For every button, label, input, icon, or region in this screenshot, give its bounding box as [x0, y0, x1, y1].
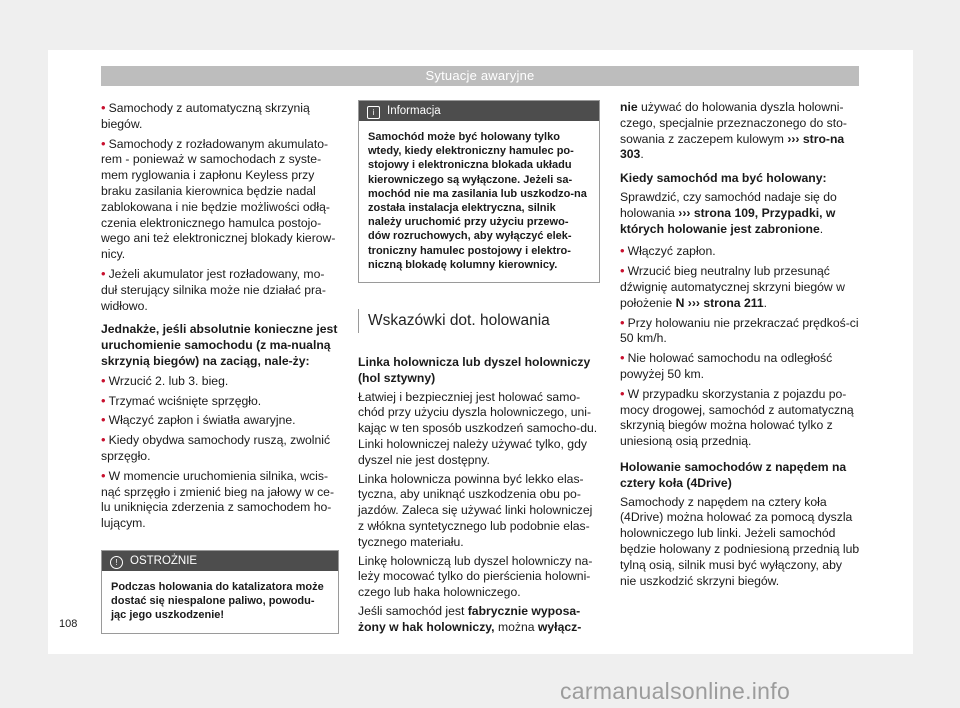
- paragraph: Linka holownicza powinna być lekko elas-tyczna, aby uniknąć uszkodzenia obu po-jazdów. Zaleca się używać linki holowniczej z włókna syntetycznego lub podobnie elas-tycznego materiału.: [358, 471, 593, 549]
- list-item: • Wrzucić bieg neutralny lub przesunąć dźwignię automatycznej skrzyni biegów w położenie N ››› strona 211.: [620, 263, 845, 310]
- page-link[interactable]: N ››› strona 211: [675, 295, 764, 310]
- paragraph: Samochody z napędem na cztery koła (4Drive) można holować za pomocą dyszla holowniczego lub linki. Jeżeli samochód będzie holowany z podniesioną przednią lub tylną osią, silnik musi być wyłączony, aby nie uszkodzić skrzyni biegów.: [620, 494, 860, 588]
- watermark: carmanualsonline.info: [560, 678, 791, 704]
- paragraph: Łatwiej i bezpieczniej jest holować samo-chód przy użyciu dyszla holowniczego, uni-kając w ten sposób uszkodzeń samocho-du. Linki holowniczej należy używać tylko, gdy dyszel nie jest dostępny.: [358, 389, 598, 467]
- bullet-icon: •: [620, 263, 625, 279]
- info-text: Samochód może być holowany tylko wtedy, kiedy elektroniczny hamulec po-stojowy i elektroniczna blokada układu kierowniczego są wyłączone. Jeżeli sa-mochód nie ma zasilania lub uszkodzo-na została instalacja elektryczna, silnik należy uruchomić przy użyciu przewo-dów rozruchowych, aby wyłączyć elek-troniczny hamulec postojowy i elektro-niczną blokadę kolumny kierownicy.: [368, 131, 587, 271]
- warning-header: ! OSTROŻNIE: [102, 551, 338, 571]
- list-item: • Włączyć zapłon i światła awaryjne.: [101, 412, 296, 428]
- subheading: Linka holownicza lub dyszel holowniczy (hol sztywny): [358, 355, 591, 385]
- bullet-list: [101, 373, 339, 532]
- bullet-icon: •: [101, 265, 106, 281]
- warning-text: Podczas holowania do katalizatora może dostać się niespalone paliwo, powodu-jąc jego uszkodzenie!: [111, 580, 324, 622]
- page-link[interactable]: ››› stro-na 303: [620, 131, 845, 162]
- bullet-icon: •: [101, 467, 106, 483]
- warning-box: [101, 550, 339, 634]
- bullet-icon: •: [620, 243, 625, 259]
- info-icon: i: [367, 106, 380, 119]
- bullet-icon: •: [101, 135, 106, 151]
- list-item: • Wrzucić 2. lub 3. bieg.: [101, 372, 229, 388]
- bold-paragraph: Jednakże, jeśli absolutnie konieczne jest uruchomienie samochodu (z ma-nualną skrzynią biegów) na zaciąg, nale-ży:: [101, 322, 338, 368]
- bullet-list: [620, 243, 860, 450]
- list-item: • Kiedy obydwa samochody ruszą, zwolnić sprzęgło.: [101, 432, 331, 463]
- list-item: • Samochody z rozładowanym akumulato-rem - ponieważ w samochodach z syste-mem ryglowania i zapłonu Keyless przy braku zasilania kierownica będzie nadal zablokowana i nie będzie możliwości odłą-czenia elektronicznego hamulca postojo-wego ani też elektronicznej blokady kierow-nicy.: [101, 135, 336, 262]
- bullet-list: [101, 100, 339, 314]
- list-item: • Jeżeli akumulator jest rozładowany, mo-duł sterujący silnika może nie działać pra-widłowo.: [101, 265, 326, 313]
- paragraph: Sprawdzić, czy samochód nadaje się do holowania ››› strona 109, Przypadki, w których holowanie jest zabronione.: [620, 189, 837, 236]
- bullet-icon: •: [101, 100, 106, 115]
- info-box: [358, 100, 600, 283]
- page-number: 108: [59, 618, 78, 630]
- page-header: Sytuacje awaryjne: [101, 66, 859, 86]
- paragraph: Linkę holowniczą lub dyszel holowniczy na-leży mocować tylko do pierścienia holowni-czego lub haka holowniczego.: [358, 553, 593, 600]
- paragraph: nie używać do holowania dyszla holowni-czego, specjalnie przeznaczonego do sto-sowania z zaczepem kulowym ››› stro-na 303.: [620, 100, 847, 162]
- list-item: • Nie holować samochodu na odległość powyżej 50 km.: [620, 350, 833, 381]
- bullet-icon: •: [101, 372, 106, 388]
- section-title: Wskazówki dot. holowania: [358, 309, 600, 333]
- paragraph: Jeśli samochód jest fabrycznie wyposa-żony w hak holowniczy, można wyłącz-: [358, 603, 582, 634]
- bullet-icon: •: [620, 314, 625, 330]
- info-header: i Informacja: [359, 101, 599, 121]
- heading: Holowanie samochodów z napędem na cztery koła (4Drive): [620, 459, 847, 490]
- bullet-icon: •: [101, 392, 106, 408]
- bullet-icon: •: [620, 385, 625, 401]
- heading: Kiedy samochód ma być holowany:: [620, 171, 827, 186]
- list-item: • W momencie uruchomienia silnika, wcis-nąć sprzęgło i zmienić bieg na jałowy w ce-lu uniknięcia zderzenia z samochodem ho-lującym.: [101, 467, 335, 531]
- list-item: • Samochody z automatyczną skrzynią biegów.: [101, 100, 310, 131]
- page-link[interactable]: ››› strona 109, Przypadki, w których holowanie jest zabronione: [620, 205, 836, 236]
- list-item: • Włączyć zapłon.: [620, 243, 716, 259]
- warning-icon: !: [110, 556, 123, 569]
- bullet-icon: •: [101, 432, 106, 448]
- column-2: [358, 100, 600, 636]
- list-item: • Przy holowaniu nie przekraczać prędkoś-ci 50 km/h.: [620, 314, 859, 346]
- list-item: • Trzymać wciśnięte sprzęgło.: [101, 392, 262, 408]
- column-1: [101, 100, 339, 634]
- bullet-icon: •: [101, 412, 106, 428]
- bullet-icon: •: [620, 350, 625, 366]
- list-item: • W przypadku skorzystania z pojazdu po-mocy drogowej, samochód z automatyczną skrzynią biegów można holować tylko z uniesioną osią przednią.: [620, 385, 854, 449]
- column-3: [620, 100, 860, 589]
